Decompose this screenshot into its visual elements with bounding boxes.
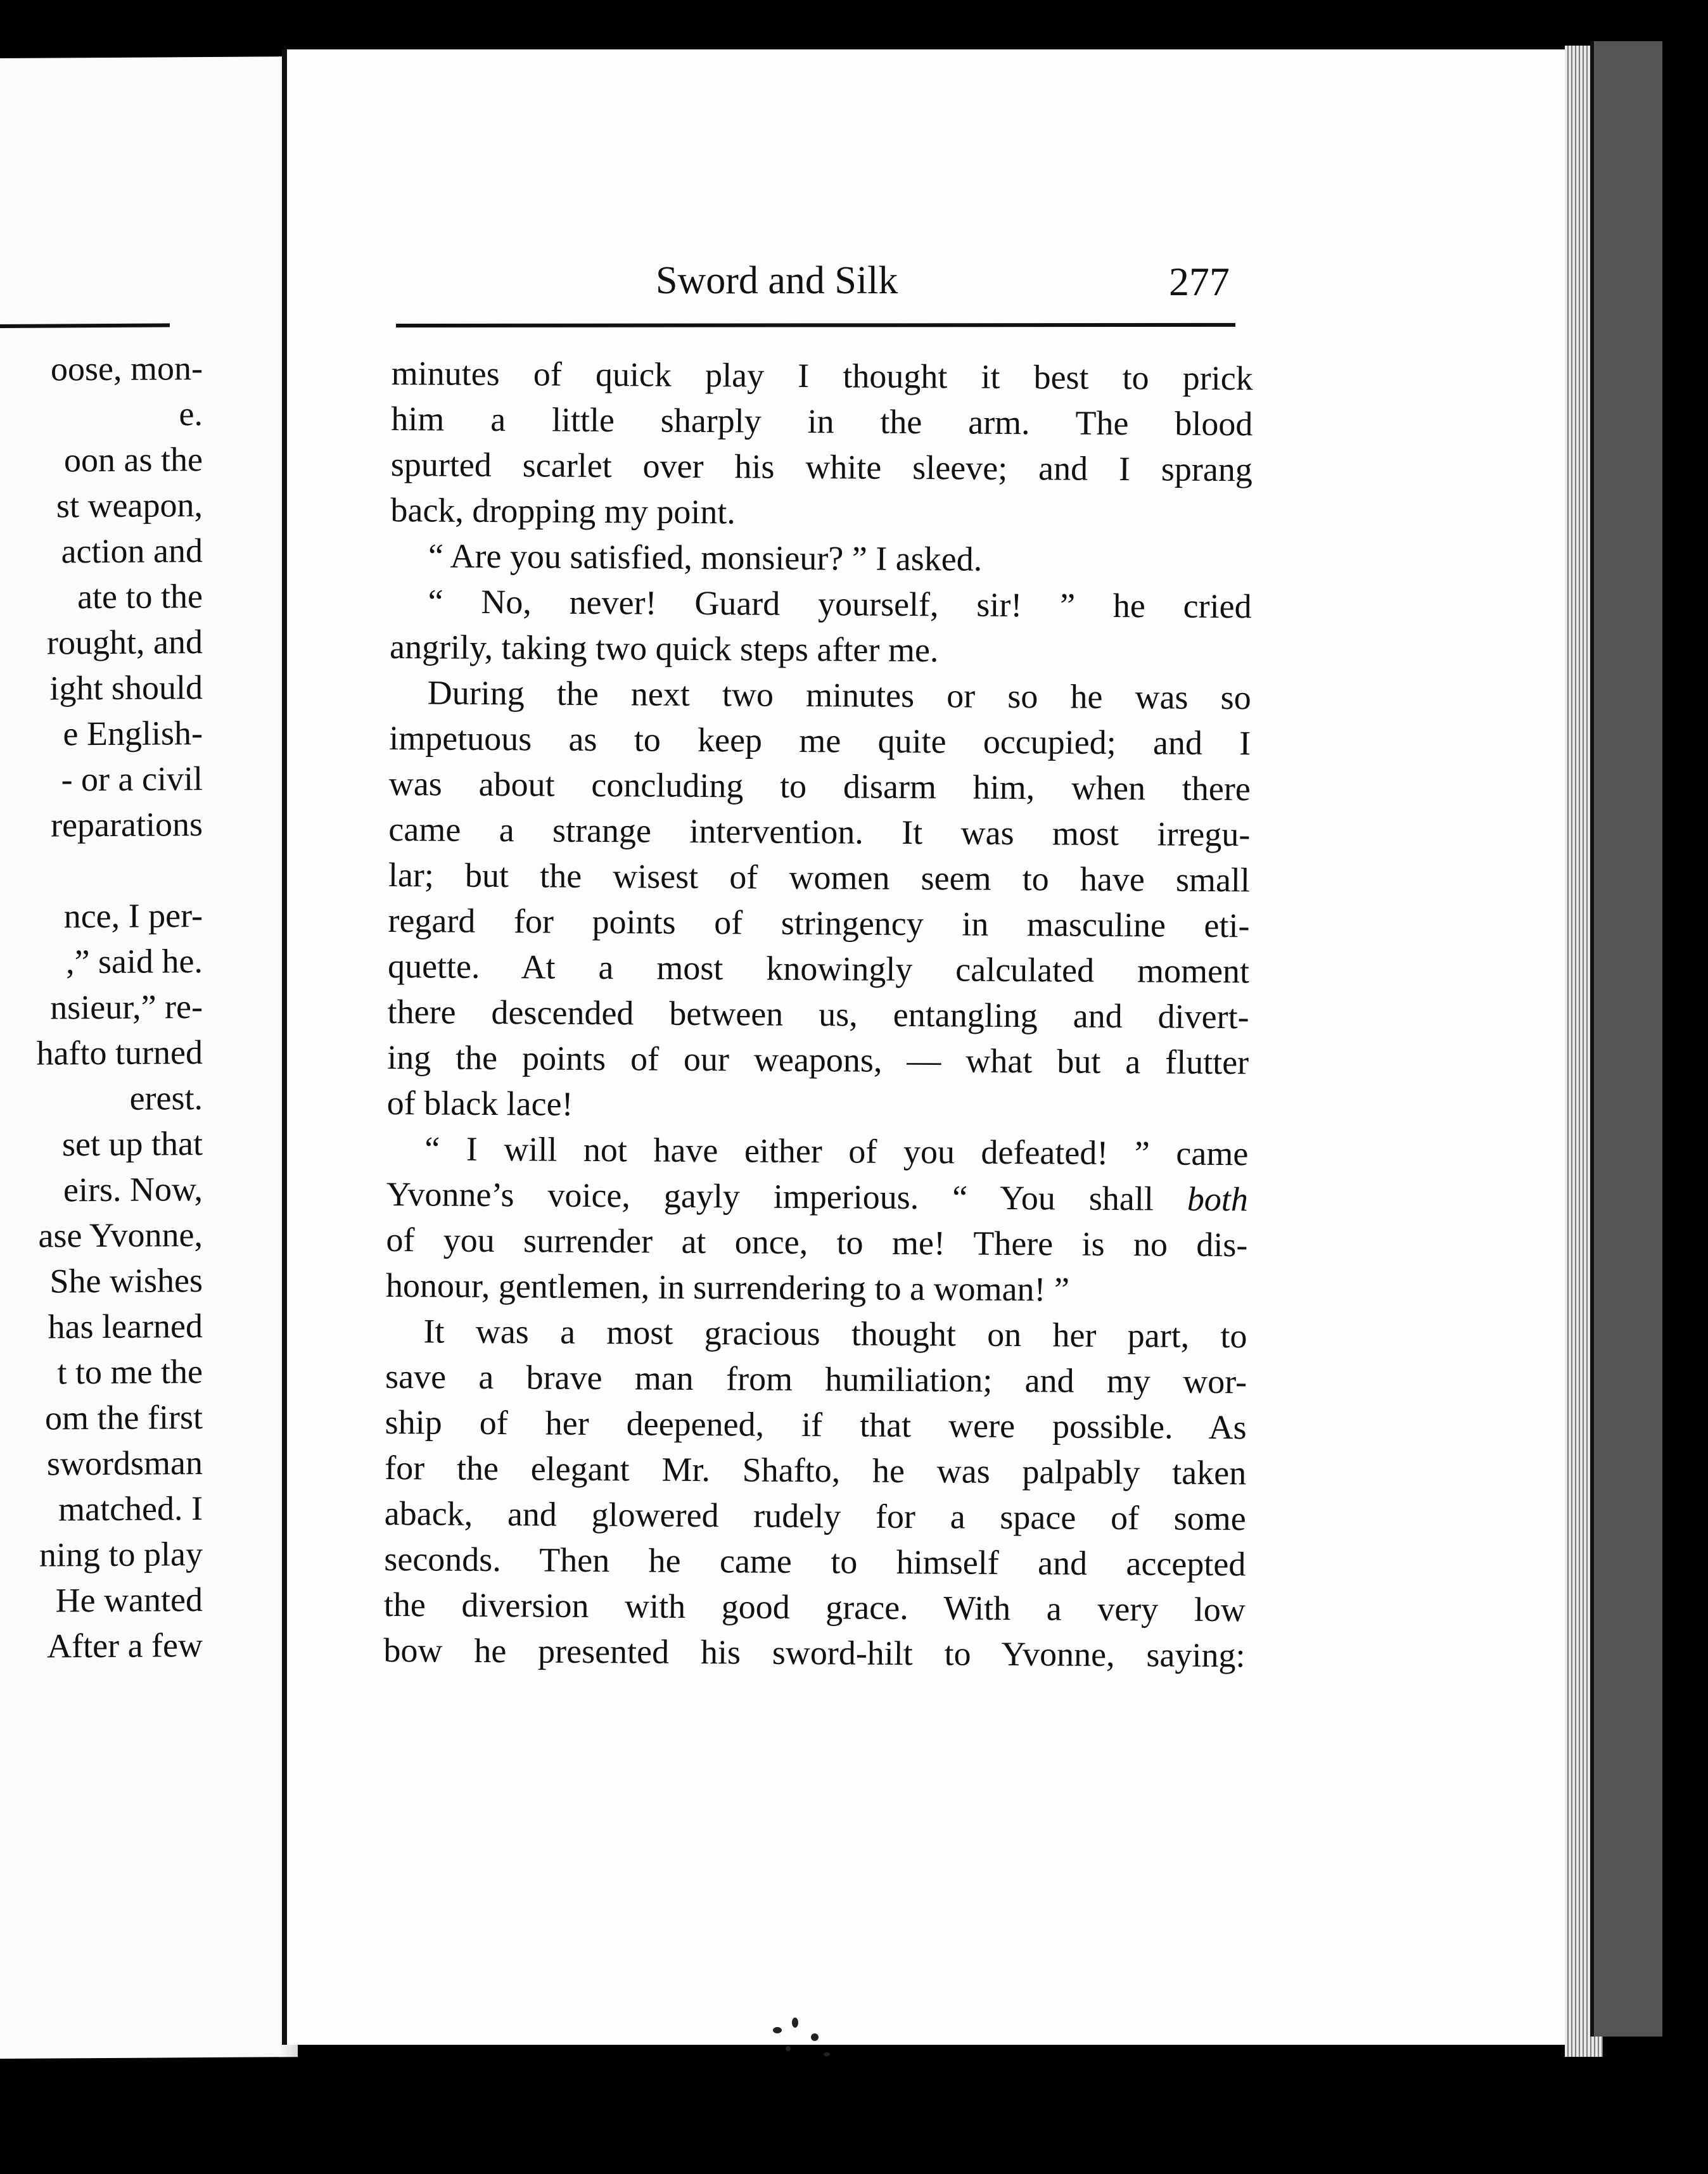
- body-line: for the elegant Mr. Shafto, he was palpably taken: [385, 1448, 1247, 1492]
- left-page-line: e.: [179, 395, 203, 433]
- left-page-line: eirs. Now,: [63, 1170, 203, 1209]
- body-line: ship of her deepened, if that were possible. As: [385, 1402, 1247, 1447]
- left-page-line: e English-: [63, 714, 203, 753]
- body-text: [383, 350, 1253, 1678]
- scan-speck: [824, 2052, 830, 2056]
- body-line: bow he presented his sword-hilt to Yvonne, saying:: [383, 1630, 1246, 1675]
- left-page-text-block: [0, 345, 203, 1665]
- left-page-line: After a few: [47, 1626, 203, 1665]
- italic-word: both: [1187, 1179, 1249, 1219]
- body-line: lar; but the wisest of women seem to have small: [388, 855, 1251, 899]
- body-line: came a strange intervention. It was most irregu-: [388, 810, 1251, 854]
- body-line: him a little sharply in the arm. The blood: [391, 399, 1253, 443]
- left-page-line: matched. I: [58, 1489, 203, 1529]
- left-page-head-rule: [0, 323, 170, 328]
- left-page-line: st weapon,: [56, 486, 203, 525]
- body-line: of black lace!: [386, 1083, 573, 1123]
- left-page-line: action and: [61, 531, 203, 571]
- left-page-line: oose, mon-: [51, 349, 203, 388]
- left-page-line: reparations: [51, 805, 203, 844]
- left-page-line: erest.: [129, 1079, 203, 1117]
- body-line: impetuous as to keep me quite occupied; and I: [389, 718, 1251, 763]
- body-line: seconds. Then he came to himself and accepted: [384, 1539, 1246, 1584]
- left-page-line: ase Yvonne,: [38, 1216, 203, 1255]
- left-page-line: nsieur,” re-: [50, 988, 203, 1027]
- body-line: “ I will not have either of you defeated! ” came: [424, 1129, 1249, 1173]
- left-page-line: rought, and: [47, 623, 203, 662]
- body-line: quette. At a most knowingly calculated moment: [387, 946, 1250, 991]
- body-line: was about concluding to disarm him, when there: [388, 764, 1251, 808]
- left-page-line: nce, I per-: [63, 896, 203, 936]
- left-page-line: - or a civil: [61, 760, 203, 799]
- body-line: aback, and glowered rudely for a space of some: [384, 1494, 1246, 1538]
- body-line: [386, 1171, 1248, 1222]
- left-page-line: ight should: [49, 668, 203, 708]
- body-line: save a brave man from humiliation; and my wor-: [385, 1357, 1247, 1401]
- body-line: back, dropping my point.: [390, 490, 736, 531]
- left-page: [0, 56, 298, 2059]
- scan-speck: [773, 2027, 782, 2033]
- body-line: angrily, taking two quick steps after me.: [389, 627, 939, 670]
- body-line: the diversion with good grace. With a very low: [383, 1585, 1246, 1629]
- running-head: Sword and Silk: [656, 259, 898, 302]
- body-line: honour, gentlemen, in surrendering to a woman! ”: [385, 1266, 1070, 1309]
- page-number: 277: [1169, 259, 1230, 304]
- head-rule: [396, 323, 1235, 327]
- body-line: spurted scarlet over his white sleeve; and I sprang: [390, 445, 1253, 489]
- book-cover-edge: [1590, 41, 1662, 2037]
- left-page-line: t to me the: [57, 1352, 203, 1392]
- left-page-line: set up that: [62, 1124, 203, 1164]
- body-line: minutes of quick play I thought it best to prick: [391, 353, 1253, 398]
- body-line: “ Are you satisfied, monsieur? ” I asked.: [428, 537, 983, 578]
- scan-speck: [792, 2018, 798, 2028]
- left-page-line: ate to the: [77, 577, 203, 616]
- left-page-line: oon as the: [64, 440, 203, 480]
- left-page-line: swordsman: [47, 1444, 203, 1483]
- body-line: ing the points of our weapons, — what but a flutter: [386, 1038, 1249, 1082]
- body-line: regard for points of stringency in masculine eti-: [388, 901, 1250, 945]
- left-page-line: ning to play: [39, 1535, 203, 1574]
- left-page-line: om the first: [45, 1398, 203, 1437]
- left-page-line: ,” said he.: [66, 942, 203, 981]
- body-line: there descended between us, entangling and divert-: [387, 992, 1249, 1036]
- body-line: “ No, never! Guard yourself, sir! ” he cried: [428, 582, 1252, 626]
- left-page-line: hafto turned: [36, 1033, 203, 1072]
- left-page-line: has learned: [48, 1307, 203, 1346]
- body-line-text: Yvonne’s voice, gayly imperious. “ You shall: [386, 1174, 1154, 1218]
- scan-specks: [767, 2014, 843, 2071]
- body-line: of you surrender at once, to me! There is no dis-: [386, 1220, 1248, 1264]
- left-page-line: She wishes: [49, 1261, 203, 1300]
- left-page-line: He wanted: [55, 1580, 203, 1620]
- body-line: It was a most gracious thought on her part, to: [423, 1312, 1247, 1356]
- scan-speck: [786, 2046, 791, 2051]
- body-line: During the next two minutes or so he was so: [427, 673, 1251, 717]
- scan-speck: [811, 2033, 819, 2041]
